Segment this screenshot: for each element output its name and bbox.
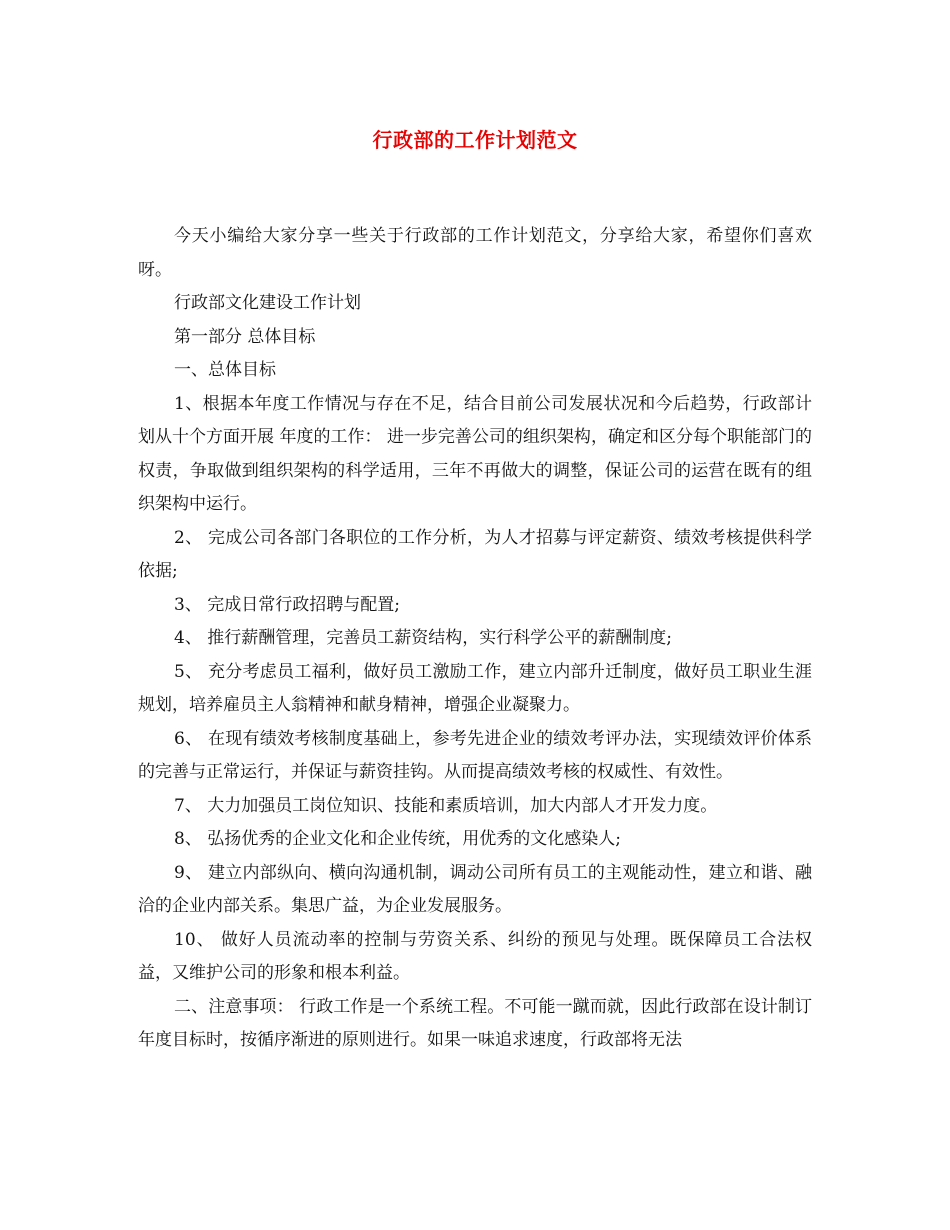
goal-item-1: 1、根据本年度工作情况与存在不足，结合目前公司发展状况和今后趋势，行政部计划从十个方面开展 年度的工作： 进一步完善公司的组织架构，确定和区分每个职能部门的权责，争取做到组织架构的科学适用，三年不再做大的调整，保证公司的运营在既有的组织架构中运行。 [138, 393, 812, 514]
subsection-heading: 一、总体目标 [174, 360, 276, 380]
intro-paragraph: 今天小编给大家分享一些关于行政部的工作计划范文，分享给大家，希望你们喜欢呀。 [138, 226, 812, 280]
goal-item-3: 3、 完成日常行政招聘与配置; [174, 594, 400, 615]
goal-item-10: 10、 做好人员流动率的控制与劳资关系、纠纷的预见与处理。既保障员工合法权益，又维护公司的形象和根本利益。 [138, 929, 812, 983]
goal-item-2: 2、 完成公司各部门各职位的工作分析，为人才招募与评定薪资、绩效考核提供科学依据; [138, 527, 812, 581]
section-heading: 行政部文化建设工作计划 [174, 293, 361, 313]
goal-item-6: 6、 在现有绩效考核制度基础上，参考先进企业的绩效考评办法，实现绩效评价体系的完善与正常运行，并保证与薪资挂钩。从而提高绩效考核的权威性、有效性。 [138, 728, 812, 782]
goal-item-9: 9、 建立内部纵向、横向沟通机制，调动公司所有员工的主观能动性，建立和谐、融洽的企业内部关系。集思广益，为企业发展服务。 [138, 862, 812, 916]
document-body [138, 220, 812, 1058]
part-heading: 第一部分 总体目标 [174, 326, 316, 347]
goal-item-5: 5、 充分考虑员工福利，做好员工激励工作，建立内部升迁制度，做好员工职业生涯规划，培养雇员主人翁精神和献身精神，增强企业凝聚力。 [138, 661, 812, 715]
notes-paragraph: 二、注意事项： 行政工作是一个系统工程。不可能一蹴而就，因此行政部在设计制订年度目标时，按循序渐进的原则进行。如果一味追求速度，行政部将无法 [138, 996, 812, 1050]
goal-item-7: 7、 大力加强员工岗位知识、技能和素质培训，加大内部人才开发力度。 [174, 795, 718, 816]
document-title: 行政部的工作计划范文 [372, 128, 578, 152]
goal-item-4: 4、 推行薪酬管理，完善员工薪资结构，实行科学公平的薪酬制度; [174, 628, 672, 648]
goal-item-8: 8、 弘扬优秀的企业文化和企业传统，用优秀的文化感染人; [174, 829, 621, 849]
